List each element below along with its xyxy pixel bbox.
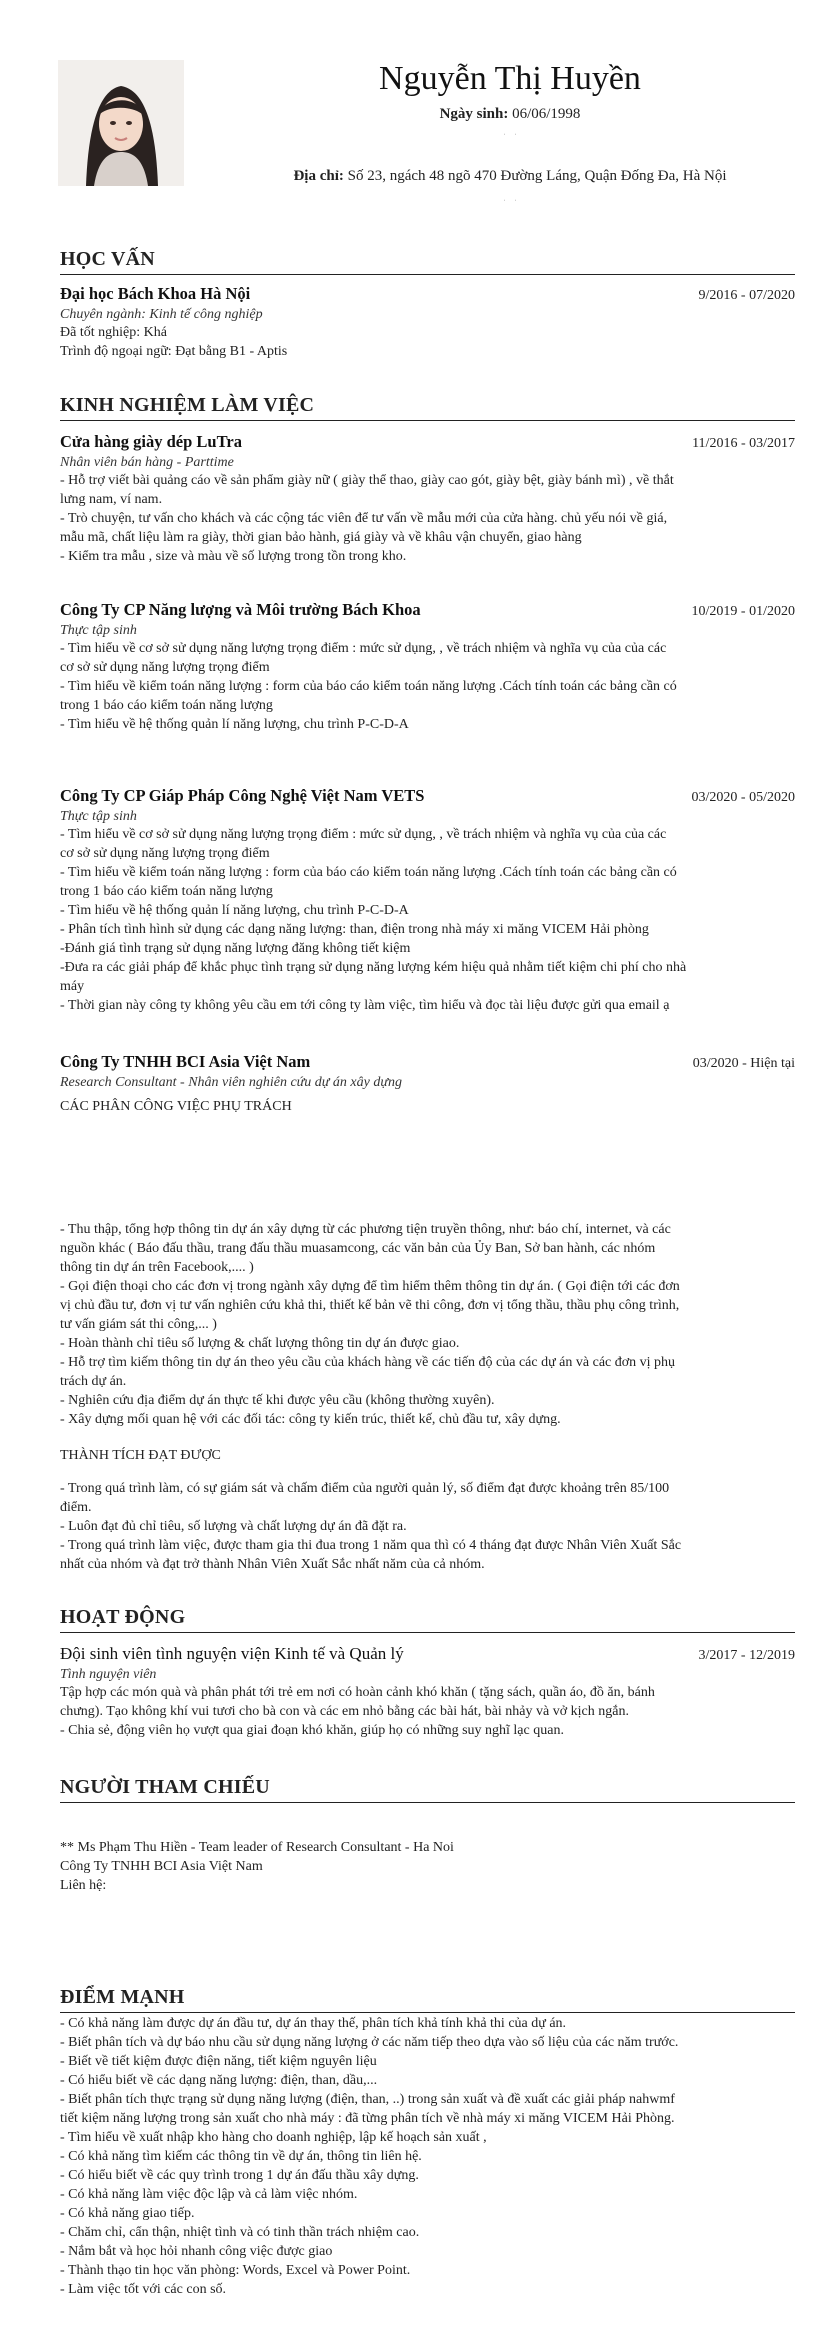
company-name: Công Ty CP Năng lượng và Môi trường Bách Khoa bbox=[60, 600, 421, 619]
activity-line: chưng). Tạo không khí vui tươi cho bà con và các em nhỏ bằng các bài hát, bài nhảy và vở kịch ngắn. bbox=[60, 1704, 629, 1719]
decor-dots: · · bbox=[503, 132, 517, 138]
job-line: - Phân tích tình hình sử dụng các dạng năng lượng: than, điện trong nhà máy xi măng VICEM Hải phòng bbox=[60, 922, 649, 937]
duty-line: thông tin dự án trên Facebook,.... ) bbox=[60, 1260, 254, 1275]
achievement-line: - Trong quá trình làm, có sự giám sát và chấm điểm của người quản lý, số điểm đạt được khoảng trên 85/100 bbox=[60, 1481, 670, 1496]
achievements-list bbox=[60, 1446, 795, 1574]
dob-label: Ngày sinh: bbox=[439, 106, 509, 122]
school-name: Đại học Bách Khoa Hà Nội bbox=[60, 284, 251, 303]
job-line: lưng nam, ví nam. bbox=[60, 492, 163, 507]
strength-line: - Biết phân tích thực trạng sử dụng năng lượng (điện, than, ..) trong sản xuất và đề xuất các giải pháp nahwmf bbox=[60, 2092, 675, 2107]
job-date: 03/2020 - Hiện tại bbox=[692, 1056, 795, 1071]
strength-line: - Nắm bắt và học hỏi nhanh công việc được giao bbox=[60, 2244, 333, 2259]
graduation: Đã tốt nghiệp: Khá bbox=[60, 325, 167, 340]
duty-line: - Thu thập, tổng hợp thông tin dự án xây dựng từ các phương tiện truyền thông, như: báo chí, internet, và các bbox=[60, 1222, 671, 1237]
strength-line: tiết kiệm năng lượng trong sản xuất cho nhà máy : đã từng phân tích về nhà máy xi măng VICEM Hải Phòng. bbox=[60, 2111, 675, 2126]
company-name: Công Ty CP Giáp Pháp Công Nghệ Việt Nam VETS bbox=[60, 786, 425, 805]
activity-entry bbox=[60, 1644, 795, 1740]
reference-line: Liên hệ: bbox=[60, 1878, 107, 1893]
strengths-list bbox=[60, 2014, 795, 2299]
strength-line: - Có khả năng tìm kiếm các thông tin về dự án, thông tin liên hệ. bbox=[60, 2149, 422, 2164]
company-name: Công Ty TNHH BCI Asia Việt Nam bbox=[60, 1052, 311, 1071]
strength-line: - Có khả năng giao tiếp. bbox=[60, 2206, 195, 2221]
activity-org: Đội sinh viên tình nguyện viện Kinh tế và Quản lý bbox=[60, 1644, 404, 1663]
job-role: Thực tập sinh bbox=[60, 623, 137, 638]
job-date: 10/2019 - 01/2020 bbox=[691, 604, 795, 619]
references-block bbox=[60, 1838, 795, 1895]
strength-line: - Biết phân tích và dự báo nhu cầu sử dụng năng lượng ở các năm tiếp theo dựa vào số liệu của các năm trước. bbox=[60, 2035, 679, 2050]
strength-line: - Thành thạo tin học văn phòng: Words, Excel và Power Point. bbox=[60, 2263, 411, 2278]
job-line: -Đánh giá tình trạng sử dụng năng lượng đăng không tiết kiệm bbox=[60, 941, 411, 956]
strength-line: - Có khả năng làm việc độc lập và cả làm việc nhóm. bbox=[60, 2187, 358, 2202]
job-line: - Tìm hiểu về cơ sở sử dụng năng lượng trọng điểm : mức sử dụng, , về trách nhiệm và nghĩa vụ của của các bbox=[60, 641, 667, 656]
job-line: - Tìm hiểu về kiểm toán năng lượng : form của báo cáo kiểm toán năng lượng .Cách tính toán các bảng cần có bbox=[60, 679, 677, 694]
achievement-line: - Luôn đạt đủ chỉ tiêu, số lượng và chất lượng dự án đã đặt ra. bbox=[60, 1519, 407, 1534]
section-title-education: HỌC VẤN bbox=[60, 248, 795, 275]
strength-line: - Làm việc tốt với các con số. bbox=[60, 2282, 227, 2297]
job-line: - Tìm hiểu về hệ thống quản lí năng lượng, chu trình P-C-D-A bbox=[60, 903, 409, 918]
job-line: - Thời gian này công ty không yêu cầu em tới công ty làm việc, tìm hiểu và đọc tài liệu được gửi qua email ạ bbox=[60, 998, 670, 1013]
achievement-line: điểm. bbox=[60, 1500, 92, 1515]
section-title-strengths: ĐIỂM MẠNH bbox=[60, 1986, 795, 2013]
reference-line: ** Ms Phạm Thu Hiền - Team leader of Research Consultant - Ha Noi bbox=[60, 1840, 454, 1855]
decor-dots: · · bbox=[503, 198, 517, 204]
activity-line: Tập hợp các món quà và phân phát tới trẻ em nơi có hoàn cảnh khó khăn ( tặng sách, quần áo, đồ ăn, bánh bbox=[60, 1685, 655, 1700]
duty-line: - Hoàn thành chỉ tiêu số lượng & chất lượng thông tin dự án được giao. bbox=[60, 1336, 460, 1351]
duty-line: vị chủ đầu tư, đơn vị tư vấn nghiên cứu khả thi, thiết kế bản vẽ thi công, đơn vị tổng thầu, thầu phụ công trình, bbox=[60, 1298, 680, 1313]
candidate-name: Nguyễn Thị Huyền bbox=[379, 60, 641, 97]
achievements-heading: THÀNH TÍCH ĐẠT ĐƯỢC bbox=[60, 1448, 221, 1463]
reference-line: Công Ty TNHH BCI Asia Việt Nam bbox=[60, 1859, 263, 1874]
language-level: Trình độ ngoại ngữ: Đạt bằng B1 - Aptis bbox=[60, 344, 288, 359]
job-line: mẫu mã, chất liệu làm ra giày, thời gian bảo hành, giá giày và về khâu vận chuyển, giao hàng bbox=[60, 530, 582, 545]
job-date: 11/2016 - 03/2017 bbox=[692, 436, 795, 451]
address-label: Địa chỉ: bbox=[293, 168, 344, 184]
activity-date: 3/2017 - 12/2019 bbox=[698, 1648, 795, 1663]
duty-line: trách dự án. bbox=[60, 1374, 127, 1389]
dob-value: 06/06/1998 bbox=[512, 106, 581, 122]
job-entry bbox=[60, 432, 795, 566]
job-line: - Tìm hiểu về cơ sở sử dụng năng lượng trọng điểm : mức sử dụng, , về trách nhiệm và nghĩa vụ của của các bbox=[60, 827, 667, 842]
job-line: - Trò chuyện, tư vấn cho khách và các cộng tác viên để tư vấn về mẫu mới của cửa hàng. chủ yếu nói về giá, bbox=[60, 511, 668, 526]
job-role: Thực tập sinh bbox=[60, 809, 137, 824]
job-line: - Tìm hiểu về hệ thống quản lí năng lượng, chu trình P-C-D-A bbox=[60, 717, 409, 732]
activity-line: - Chia sẻ, động viên họ vượt qua giai đoạn khó khăn, giúp họ có những suy nghĩ lạc quan. bbox=[60, 1723, 564, 1738]
section-title-experience: KINH NGHIỆM LÀM VIỆC bbox=[60, 394, 795, 421]
strength-line: - Có hiểu biết về các quy trình trong 1 dự án đấu thầu xây dựng. bbox=[60, 2168, 419, 2183]
job-line: - Kiểm tra mẫu , size và màu về số lượng trong tồn trong kho. bbox=[60, 549, 407, 564]
strength-line: - Có khả năng làm được dự án đầu tư, dự án thay thế, phân tích khả tính khả thi của dự án. bbox=[60, 2016, 567, 2031]
job-role: Nhân viên bán hàng - Parttime bbox=[60, 455, 234, 470]
job-line: cơ sở sử dụng năng lượng trọng điểm bbox=[60, 660, 270, 675]
job-line: - Hỗ trợ viết bài quảng cáo về sản phẩm giày nữ ( giày thể thao, giày cao gót, giày bệt, giày bánh mì) , về thắt bbox=[60, 473, 674, 488]
job-entry bbox=[60, 600, 795, 734]
address-value: Số 23, ngách 48 ngõ 470 Đường Láng, Quận Đống Đa, Hà Nội bbox=[347, 168, 727, 184]
job-entry bbox=[60, 1052, 795, 1116]
company-name: Cửa hàng giày dép LuTra bbox=[60, 432, 242, 451]
job-line: trong 1 báo cáo kiểm toán năng lượng bbox=[60, 698, 273, 713]
section-title-activities: HOẠT ĐỘNG bbox=[60, 1606, 795, 1633]
job-line: cơ sở sử dụng năng lượng trọng điểm bbox=[60, 846, 270, 861]
section-title-references: NGƯỜI THAM CHIẾU bbox=[60, 1776, 795, 1803]
duty-line: - Hỗ trợ tìm kiếm thông tin dự án theo yêu cầu của khách hàng về các tiến độ của các dự án và các đơn vị phụ bbox=[60, 1355, 676, 1370]
job-line: trong 1 báo cáo kiểm toán năng lượng bbox=[60, 884, 273, 899]
strength-line: - Có hiểu biết về các dạng năng lượng: điện, than, dầu,... bbox=[60, 2073, 378, 2088]
profile-photo bbox=[58, 60, 184, 186]
duties-list bbox=[60, 1220, 795, 1429]
job-line: - Tìm hiểu về kiểm toán năng lượng : form của báo cáo kiểm toán năng lượng .Cách tính toán các bảng cần có bbox=[60, 865, 677, 880]
achievement-line: - Trong quá trình làm việc, được tham gia thi đua trong 1 năm qua thì có 4 tháng đạt được Nhân Viên Xuất Sắc bbox=[60, 1538, 682, 1553]
activity-role: Tình nguyện viên bbox=[60, 1667, 157, 1682]
strength-line: - Chăm chỉ, cẩn thận, nhiệt tình và có tinh thần trách nhiệm cao. bbox=[60, 2225, 420, 2240]
duty-line: tư vấn giám sát thi công,... ) bbox=[60, 1317, 217, 1332]
job-role: Research Consultant - Nhân viên nghiên cứu dự án xây dựng bbox=[60, 1075, 402, 1090]
address bbox=[230, 168, 790, 185]
duty-line: - Gọi điện thoại cho các đơn vị trong ngành xây dựng để tìm hiểm thêm thông tin dự án. ( Gọi điện tới các đơn bbox=[60, 1279, 680, 1294]
duty-line: nguồn khác ( Báo đấu thầu, trang đấu thầu muasamcong, các văn bản của Ủy Ban, Sở ban hành, các nhóm bbox=[60, 1241, 656, 1256]
portrait-image bbox=[58, 60, 184, 186]
job-date: 03/2020 - 05/2020 bbox=[691, 790, 795, 805]
strength-line: - Biết về tiết kiệm được điện năng, tiết kiệm nguyên liệu bbox=[60, 2054, 377, 2069]
education-block bbox=[60, 284, 795, 361]
education-date: 9/2016 - 07/2020 bbox=[698, 288, 795, 303]
major: Chuyên ngành: Kinh tế công nghiệp bbox=[60, 307, 263, 322]
job-line: -Đưa ra các giải pháp để khắc phục tình trạng sử dụng năng lượng kém hiệu quả nhằm tiết kiệm chi phí cho nhà bbox=[60, 960, 687, 975]
strength-line: - Tìm hiểu về xuất nhập kho hàng cho doanh nghiệp, lập kế hoạch sản xuất , bbox=[60, 2130, 487, 2145]
duty-line: - Nghiên cứu địa điểm dự án thực tế khi được yêu cầu (không thường xuyên). bbox=[60, 1393, 495, 1408]
achievement-line: nhất của nhóm và đạt trở thành Nhân Viên Xuất Sắc nhất năm của cả nhóm. bbox=[60, 1557, 485, 1572]
duty-line: - Xây dựng mối quan hệ với các đối tác: công ty kiến trúc, thiết kế, chủ đầu tư, xây dựng. bbox=[60, 1412, 561, 1427]
job-line: máy bbox=[60, 979, 85, 994]
duties-heading: CÁC PHÂN CÔNG VIỆC PHỤ TRÁCH bbox=[60, 1099, 292, 1114]
job-entry bbox=[60, 786, 795, 1015]
date-of-birth bbox=[230, 106, 790, 123]
